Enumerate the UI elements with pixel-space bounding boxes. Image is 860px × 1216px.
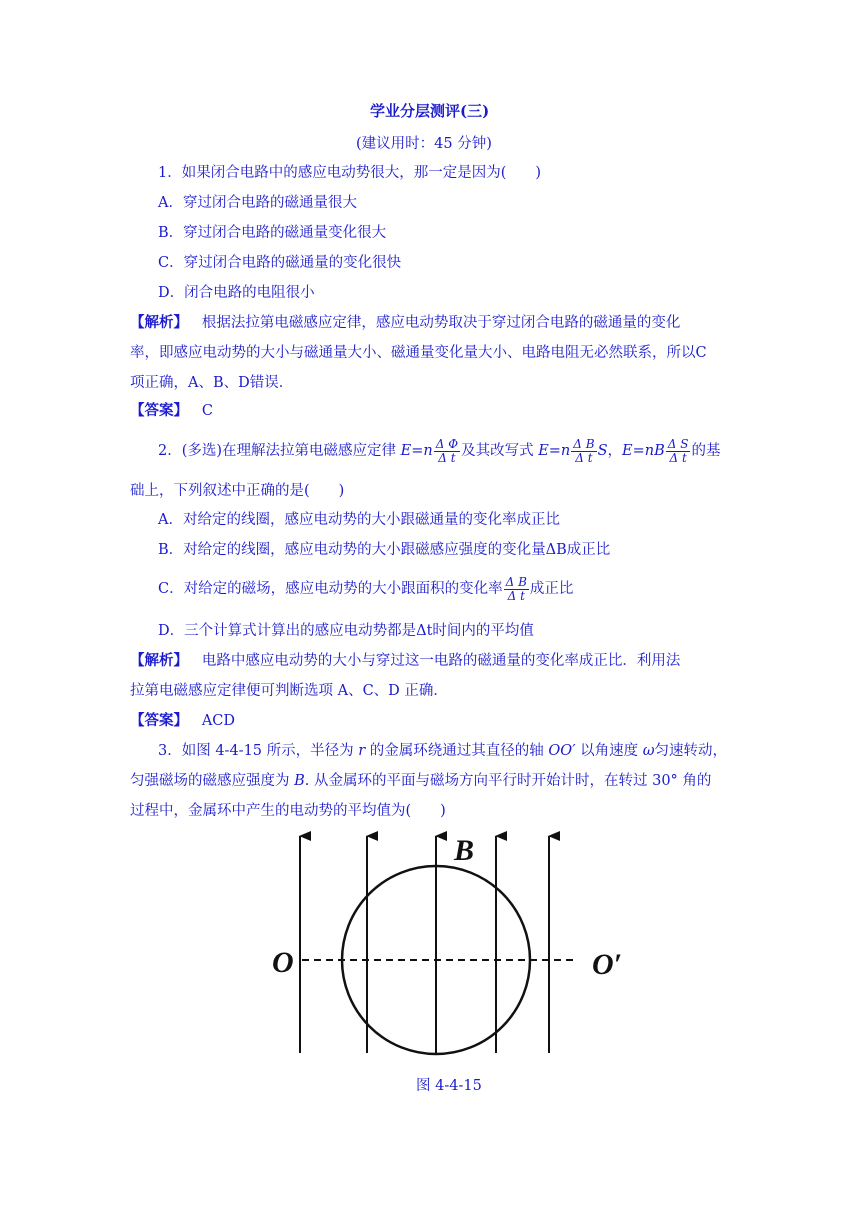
answer-tag: 【答案】 bbox=[130, 712, 188, 729]
eq1-lhs: E bbox=[400, 443, 412, 459]
line2-b: . 从金属环的平面与磁场方向平行时开始计时，在转过 30° 角的 bbox=[304, 773, 712, 789]
frac1-den: Δ t bbox=[438, 450, 456, 465]
analysis-tag: 【解析】 bbox=[130, 314, 188, 331]
question-2-analysis bbox=[130, 651, 680, 671]
mid-text: 及其改写式 bbox=[461, 443, 539, 459]
answer-tag: 【答案】 bbox=[130, 402, 188, 419]
question-1-option-d: D．闭合电路的电阻很小 bbox=[158, 285, 315, 301]
page-subtitle: (建议用时：45 分钟) bbox=[356, 136, 492, 152]
frac2-den: Δ t bbox=[575, 450, 593, 465]
analysis-text: 电路中感应电动势的大小与穿过这一电路的磁通量的变化率成正比．利用法 bbox=[201, 653, 681, 669]
label-o-prime: O′ bbox=[592, 948, 623, 981]
option-c-frac-den: Δ t bbox=[507, 588, 525, 603]
answer-value: ACD bbox=[201, 713, 236, 729]
option-c-suffix: 成正比 bbox=[529, 581, 574, 597]
question-2-analysis-line-2: 拉第电磁感应定律便可判断选项 A、C、D 正确． bbox=[130, 683, 448, 699]
stem-prefix: 2．(多选)在理解法拉第电磁感应定律 bbox=[158, 443, 401, 459]
label-o: O bbox=[272, 946, 294, 979]
radius-symbol: r bbox=[358, 743, 366, 759]
figure-4-4-15 bbox=[262, 826, 636, 1064]
question-2-stem bbox=[158, 437, 720, 465]
b-symbol: B bbox=[294, 773, 305, 789]
question-2-option-d: D．三个计算式计算出的感应电动势都是Δt时间内的平均值 bbox=[158, 623, 534, 639]
eq2-lhs: E bbox=[538, 443, 549, 459]
question-1-analysis bbox=[130, 313, 680, 333]
frac2-num: Δ B bbox=[573, 436, 595, 451]
eq1-n: =n bbox=[411, 443, 433, 459]
question-1-option-b: B．穿过闭合电路的磁通量变化很大 bbox=[158, 225, 387, 241]
question-1-analysis-line-2: 率，即感应电动势的大小与磁通量大小、磁通量变化量大小、电路电阻无必然联系，所以C bbox=[130, 345, 707, 361]
field-lines bbox=[300, 836, 549, 1053]
question-2-option-c bbox=[158, 575, 573, 603]
question-2-answer bbox=[130, 711, 235, 731]
label-b: B bbox=[454, 834, 475, 867]
question-1-stem: 1．如果闭合电路中的感应电动势很大，那一定是因为( ) bbox=[158, 165, 542, 181]
option-c-frac-num: Δ B bbox=[505, 574, 527, 589]
answer-value: C bbox=[201, 403, 213, 419]
omega-symbol: ω bbox=[642, 743, 655, 759]
question-1-analysis-line-3: 项正确，A、B、D错误． bbox=[130, 375, 294, 391]
question-3-line-3: 过程中，金属环中产生的电动势的平均值为( ) bbox=[130, 803, 446, 819]
line1-d: 匀速转动， bbox=[654, 743, 728, 759]
eq3-lhs: E bbox=[622, 443, 633, 459]
line1-a: 3．如图 4-4-15 所示，半径为 bbox=[158, 743, 359, 759]
question-2-option-b: B．对给定的线圈，感应电动势的大小跟磁感应强度的变化量ΔB成正比 bbox=[158, 542, 611, 558]
separator: ， bbox=[607, 443, 623, 459]
question-1-answer bbox=[130, 401, 213, 421]
question-3-line-1 bbox=[158, 741, 727, 761]
magnetic-field-ring-diagram bbox=[262, 826, 636, 1064]
question-2-stem-line-2: 础上，下列叙述中正确的是( ) bbox=[130, 483, 345, 499]
fraction-db-dt bbox=[571, 438, 596, 465]
figure-caption: 图 4-4-15 bbox=[416, 1078, 482, 1094]
frac3-num: Δ S bbox=[667, 436, 689, 451]
line1-c: 以角速度 bbox=[575, 743, 643, 759]
question-2-option-a: A．对给定的线圈，感应电动势的大小跟磁通量的变化率成正比 bbox=[158, 512, 560, 528]
line1-b: 的金属环绕通过其直径的轴 bbox=[365, 743, 549, 759]
frac3-den: Δ t bbox=[669, 450, 687, 465]
option-c-prefix: C．对给定的磁场，感应电动势的大小跟面积的变化率 bbox=[158, 581, 503, 597]
stem-suffix: 的基 bbox=[691, 443, 721, 459]
fraction-ds-dt bbox=[666, 438, 691, 465]
fraction-db-dt-c bbox=[504, 576, 529, 603]
analysis-tag: 【解析】 bbox=[130, 652, 188, 669]
question-3-line-2 bbox=[130, 771, 711, 791]
eq3-n: =nB bbox=[632, 443, 665, 459]
page-title: 学业分层测评(三) bbox=[370, 102, 490, 120]
analysis-text: 根据法拉第电磁感应定律，感应电动势取决于穿过闭合电路的磁通量的变化 bbox=[201, 315, 681, 331]
question-1-option-c: C．穿过闭合电路的磁通量的变化很快 bbox=[158, 255, 402, 271]
eq2-tail: S bbox=[597, 443, 608, 459]
frac1-num: Δ Φ bbox=[435, 436, 459, 451]
axis-symbol: OO′ bbox=[548, 743, 576, 759]
question-1-option-a: A．穿过闭合电路的磁通量很大 bbox=[158, 195, 357, 211]
line2-a: 匀强磁场的磁感应强度为 bbox=[130, 773, 295, 789]
eq2-n: =n bbox=[548, 443, 571, 459]
fraction-dphi-dt bbox=[434, 438, 460, 465]
